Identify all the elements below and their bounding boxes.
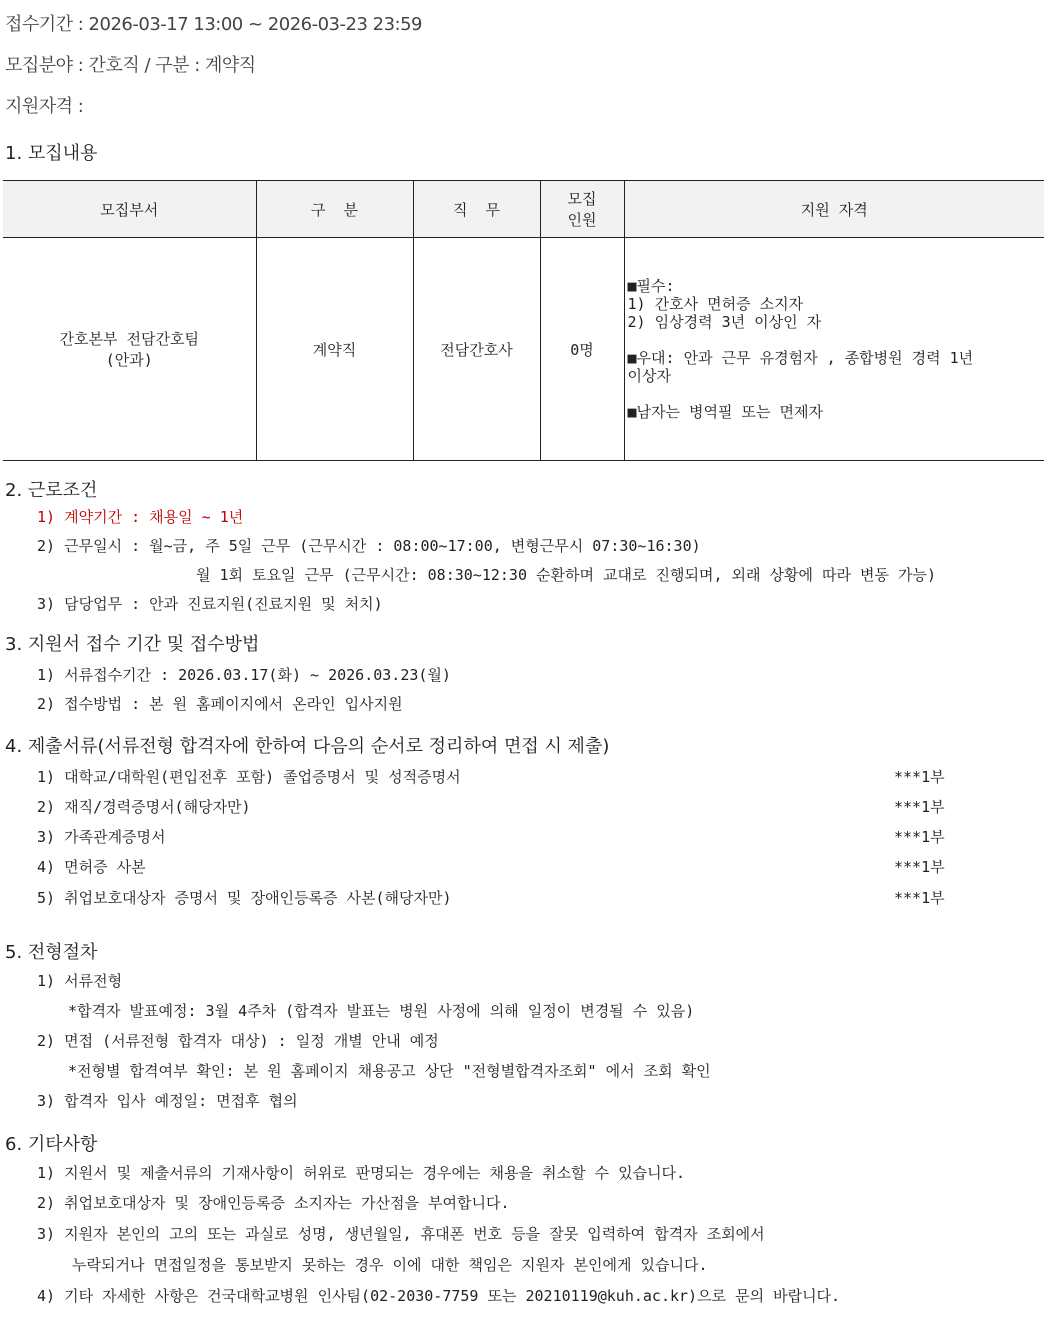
doc-qty-1: ***1부: [894, 768, 945, 786]
header-count: [540, 181, 624, 238]
doc-qty-2: ***1부: [894, 798, 945, 816]
qual-required-2: 2) 임상경력 3년 이상인 자: [627, 313, 822, 331]
application-period: 접수기간 : 2026-03-17 13:00 ~ 2026-03-23 23:59: [5, 14, 422, 35]
doc-qty-5: ***1부: [894, 889, 945, 907]
cell-qualification: [624, 238, 1044, 461]
work-schedule: 2) 근무일시 : 월~금, 주 5일 근무 (근무시간 : 08:00~17:00, 변형근무시 07:30~16:30): [37, 537, 701, 555]
qual-required-heading: ■필수:: [627, 277, 675, 295]
section-2-title: 2. 근로조건: [5, 480, 98, 501]
header-qualification: 지원 자격: [624, 181, 1044, 238]
contract-period: 1) 계약기간 : 채용일 ~ 1년: [37, 508, 244, 526]
section-5-title: 5. 전형절차: [5, 942, 98, 963]
cell-dept: [3, 238, 256, 461]
doc-qty-3: ***1부: [894, 828, 945, 846]
qual-military: ■남자는 병역필 또는 면제자: [627, 403, 824, 421]
step-interview: 2) 면접 (서류전형 합격자 대상) : 일정 개별 안내 예정: [37, 1032, 439, 1050]
qual-preferred: ■우대: 안과 근무 유경험자 , 종합병원 경력 1년: [627, 349, 974, 367]
step-document-note: *합격자 발표예정: 3월 4주차 (합격자 발표는 병원 사정에 의해 일정이 변경될 수 있음): [68, 1002, 695, 1020]
section-1-title: 1. 모집내용: [5, 143, 98, 164]
header-count-line2: 인원: [567, 211, 597, 229]
misc-item-3-cont: 누락되거나 면접일정을 통보받지 못하는 경우 이에 대한 책임은 지원자 본인에게 있습니다.: [72, 1256, 708, 1274]
qual-preferred-cont: 이상자: [627, 367, 671, 385]
cell-type: 계약직: [256, 238, 413, 461]
doc-item-5: 5) 취업보호대상자 증명서 및 장애인등록증 사본(해당자만): [37, 889, 452, 907]
misc-item-2: 2) 취업보호대상자 및 장애인등록증 소지자는 가산점을 부여합니다.: [37, 1194, 510, 1212]
cell-count: 0명: [540, 238, 624, 461]
doc-item-2: 2) 재직/경력증명서(해당자만): [37, 798, 251, 816]
dept-line1: 간호본부 전담간호팀: [59, 330, 199, 348]
table-row: [3, 238, 1044, 461]
doc-item-1: 1) 대학교/대학원(편입전후 포함) 졸업증명서 및 성적증명서: [37, 768, 461, 786]
misc-item-3: 3) 지원자 본인의 고의 또는 과실로 성명, 생년월일, 휴대폰 번호 등을 잘못 입력하여 합격자 조회에서: [37, 1225, 765, 1243]
table-header-row: [3, 181, 1044, 238]
saturday-schedule: 월 1회 토요일 근무 (근무시간: 08:30~12:30 순환하며 교대로 진행되며, 외래 상황에 따라 변동 가능): [196, 566, 937, 584]
header-count-line1: 모집: [567, 190, 597, 208]
apply-method: 2) 접수방법 : 본 원 홈페이지에서 온라인 입사지원: [37, 695, 403, 713]
cell-job: 전담간호사: [413, 238, 540, 461]
header-job: 직 무: [413, 181, 540, 238]
doc-item-3: 3) 가족관계증명서: [37, 828, 166, 846]
section-3-title: 3. 지원서 접수 기간 및 접수방법: [5, 634, 260, 655]
section-6-title: 6. 기타사항: [5, 1134, 98, 1155]
recruit-field: 모집분야 : 간호직 / 구분 : 계약직: [5, 55, 256, 76]
misc-item-1: 1) 지원서 및 제출서류의 기재사항이 허위로 판명되는 경우에는 채용을 취소할 수 있습니다.: [37, 1164, 686, 1182]
qualification-label: 지원자격 :: [5, 96, 84, 117]
header-type: 구 분: [256, 181, 413, 238]
doc-item-4: 4) 면허증 사본: [37, 858, 146, 876]
recruit-table: [3, 180, 1044, 461]
dept-line2: (안과): [105, 351, 153, 369]
step-join-date: 3) 합격자 입사 예정일: 면접후 협의: [37, 1092, 298, 1110]
document-period: 1) 서류접수기간 : 2026.03.17(화) ~ 2026.03.23(월): [37, 666, 451, 684]
misc-item-4: 4) 기타 자세한 사항은 건국대학교병원 인사팀(02-2030-7759 또는 20210119@kuh.ac.kr)으로 문의 바랍니다.: [37, 1287, 841, 1305]
duties: 3) 담당업무 : 안과 진료지원(진료지원 및 처치): [37, 595, 383, 613]
doc-qty-4: ***1부: [894, 858, 945, 876]
header-dept: 모집부서: [3, 181, 256, 238]
step-document: 1) 서류전형: [37, 972, 123, 990]
step-interview-note: *전형별 합격여부 확인: 본 원 홈페이지 채용공고 상단 "전형별합격자조회" 에서 조회 확인: [68, 1062, 711, 1080]
qual-required-1: 1) 간호사 면허증 소지자: [627, 295, 804, 313]
section-4-title: 4. 제출서류(서류전형 합격자에 한하여 다음의 순서로 정리하여 면접 시 제출): [5, 736, 610, 757]
